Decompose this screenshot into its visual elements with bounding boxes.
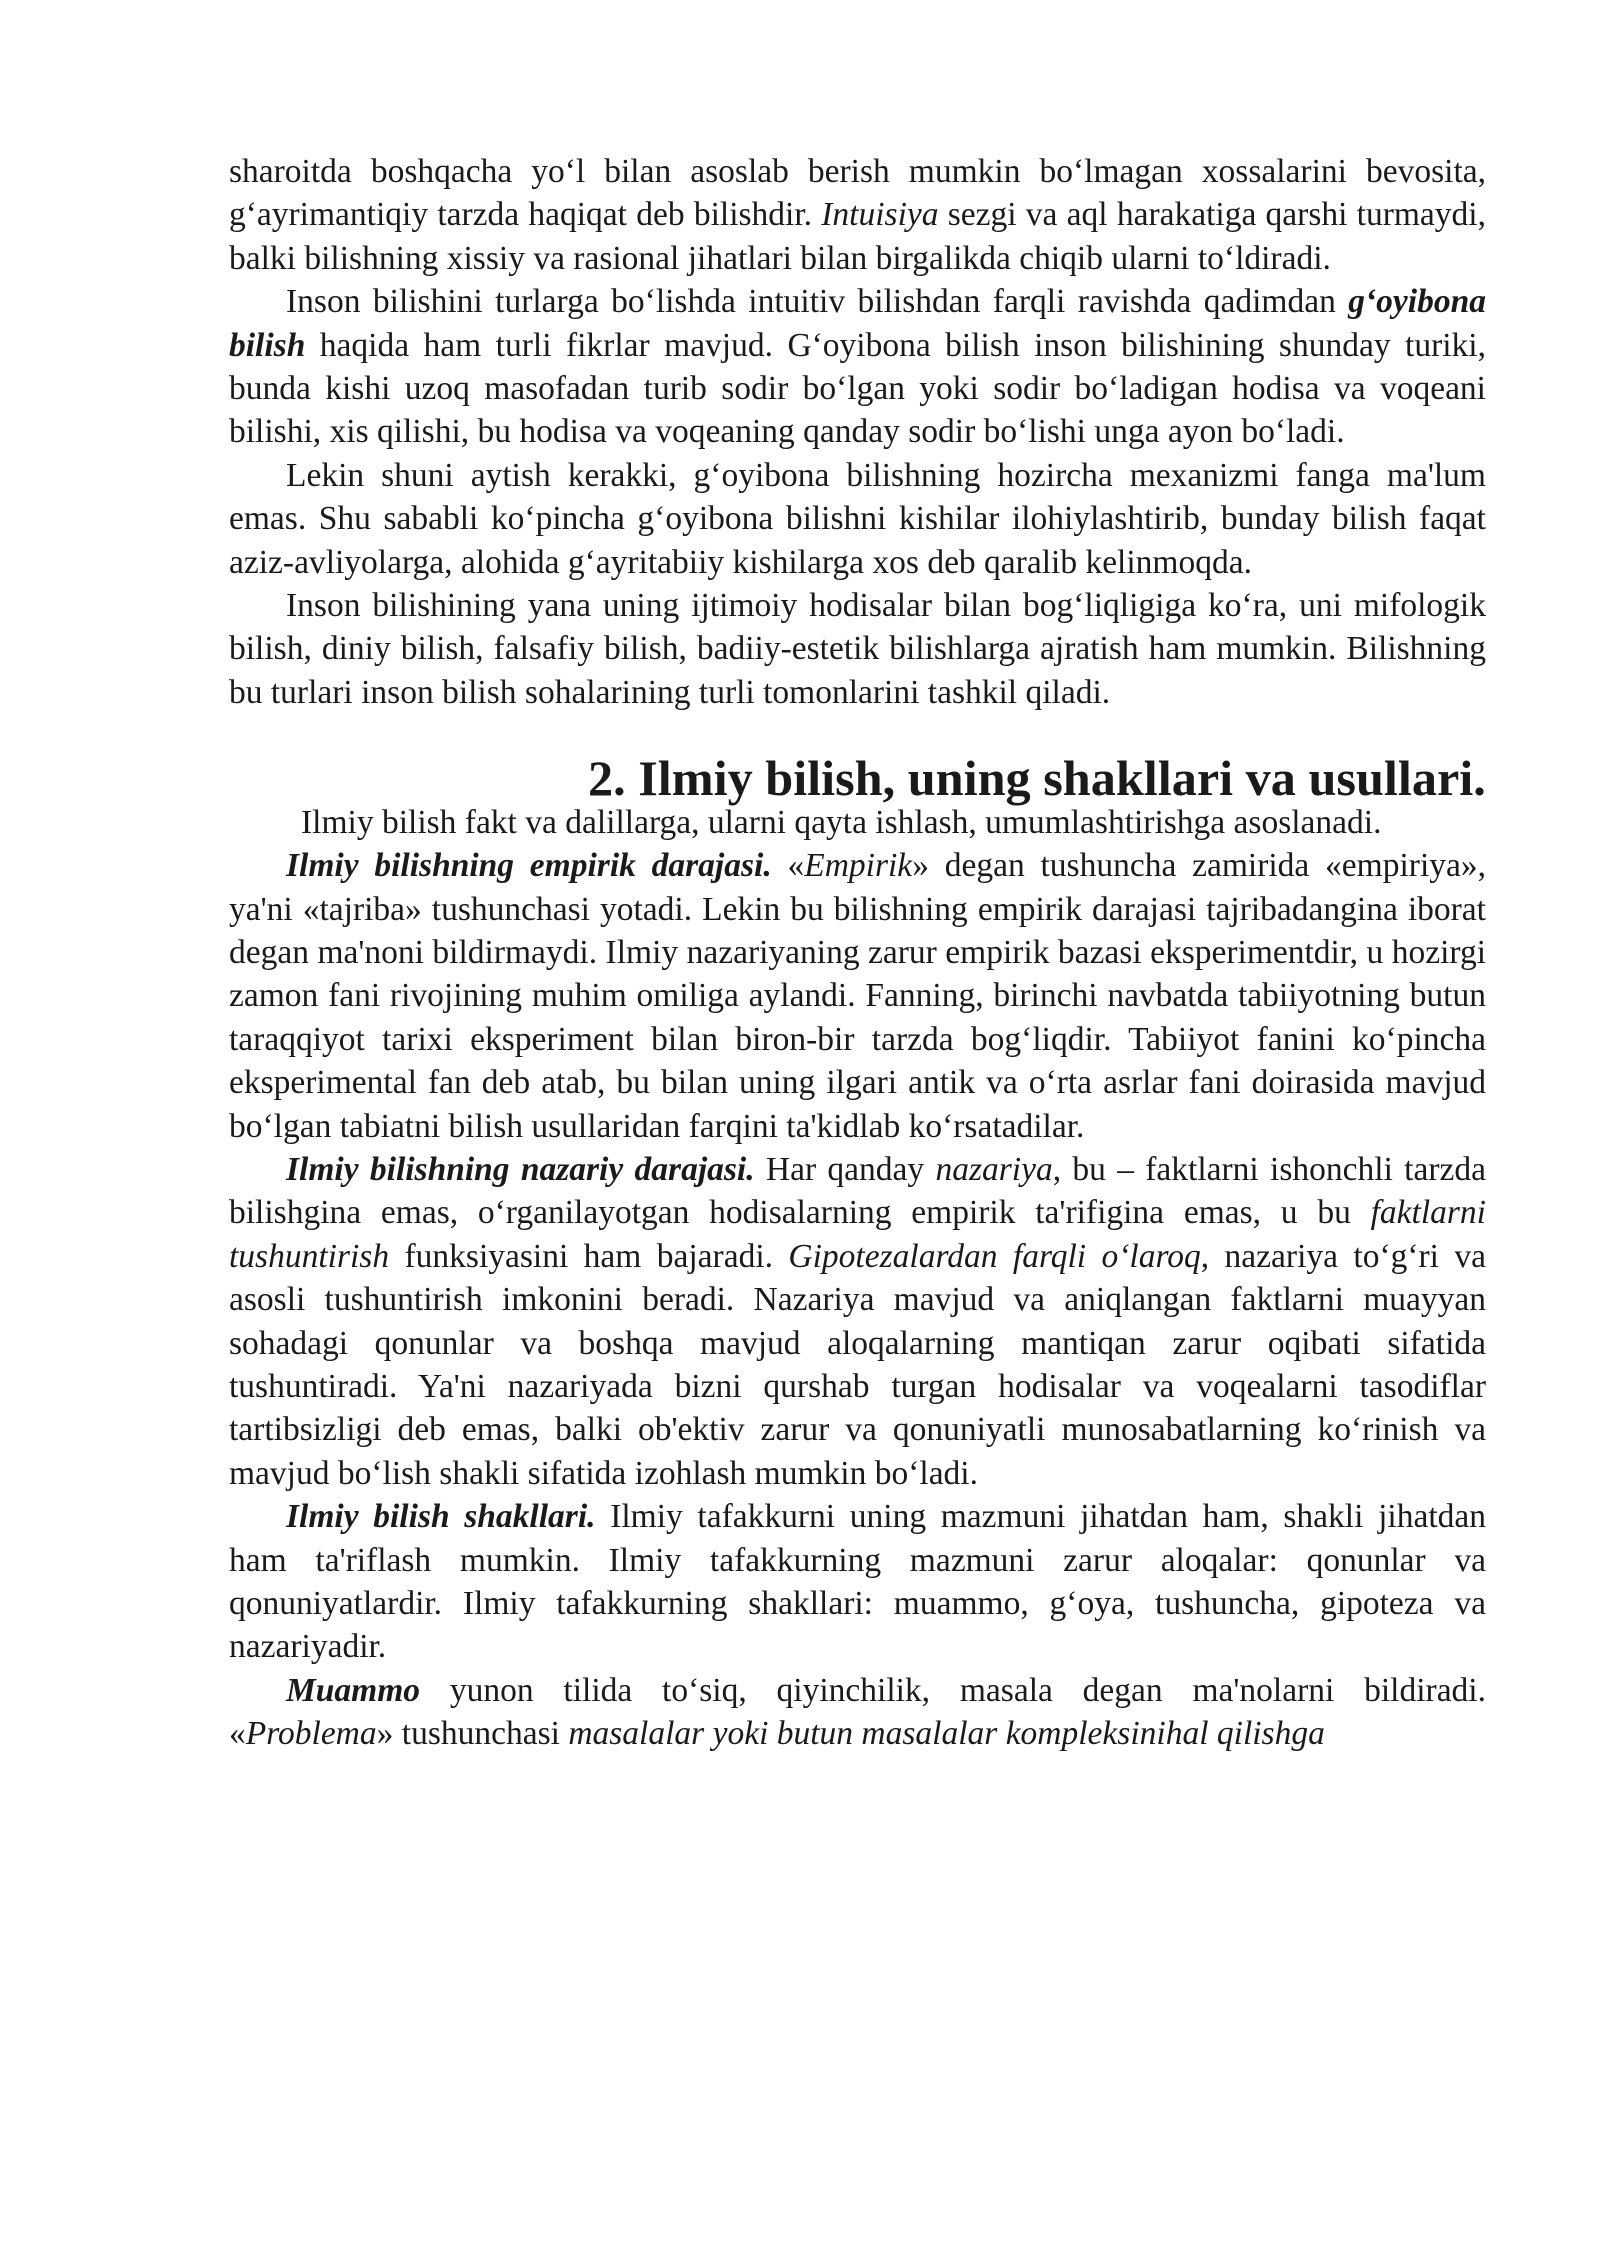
- text-run: «: [771, 847, 805, 885]
- section-heading: 2. Ilmiy bilish, uning shakllari va usullari.: [588, 750, 1486, 807]
- term-empirik: Empirik: [804, 847, 913, 885]
- text-run: Inson bilishini turlarga bo‘lishda intuitiv bilishdan farqli ravishda qadimdan: [286, 283, 1349, 321]
- term-problema: Problema: [245, 1715, 377, 1753]
- text-run: sharoitda boshqacha yo‘l bilan asoslab berish mumkin bo‘lmagan xossalarini bevosita, g‘ayrimantiqiy tarzda haqiqat deb bilishdir.: [229, 153, 1486, 234]
- text-run: » degan tushuncha zamirida «empiriya», ya'ni «tajriba» tushunchasi yotadi. Lekin bu bilishning empirik darajasi tajribadangina iborat degan ma'noni bildirmaydi. Ilmiy nazariyaning zarur empirik bazasi eksperimentdir, u hozirgi zamon fani rivojining muhim omiliga aylandi. Fanning, birinchi navbatda tabiiyotning butun taraqqiyot tarixi eksperiment bilan biron-bir tarzda bog‘liqdir. Tabiiyot fanini ko‘pincha eksperimental fan deb atab, bu bilan uning ilgari antik va o‘rta asrlar fani doirasida mavjud bo‘lgan tabiatni bilish usullaridan farqini ta'kidlab ko‘rsatadilar.: [229, 847, 1486, 1145]
- term-forms: Ilmiy bilish shakllari.: [286, 1498, 596, 1536]
- text-run: , nazariya to‘g‘ri va asosli tushuntirish imkonini beradi. Nazariya mavjud va aniqlangan faktlarni muayyan sohadagi qonunlar va boshqa mavjud aloqalarning mantiqan zarur oqibati sifatida tushuntiradi. Ya'ni nazariyada bizni qurshab turgan hodisalar va voqealarni tasodiflar tartibsizligi deb emas, balki ob'ektiv zarur va qonuniyatli munosabatlarning ko‘rinish va mavjud bo‘lish shakli sifatida izohlash mumkin bo‘ladi.: [229, 1237, 1487, 1492]
- text-run: , bu – faktlarni ishonchli tarzda bilishgina emas, o‘rganilayotgan hodisalarning empirik ta'rifigina emas, u bu: [229, 1150, 1486, 1232]
- term-theoretical-level: Ilmiy bilishning nazariy darajasi.: [286, 1150, 755, 1188]
- paragraph-scientific: Ilmiy bilish fakt va dalillarga, ularni qayta ishlash, umumlashtirishga asoslanadi.: [301, 803, 1382, 841]
- text-run: Har qanday: [754, 1150, 936, 1188]
- term-goyibona-bilish: g‘oyibona bilish: [229, 283, 1486, 364]
- term-muammo: Muammo: [286, 1671, 421, 1709]
- paragraph-empirical: [229, 844, 1486, 1148]
- text-run: Ilmiy tafakkurni uning mazmuni jihatdan ham, shakli jihatdan ham ta'riflash mumkin. Ilmiy tafakkurning mazmuni zarur aloqalar: qonunlar va qonuniyatlardir. Ilmiy tafakkurning shakllari: muammo, g‘oya, tushuncha, gipoteza va nazariyadir.: [229, 1498, 1486, 1666]
- paragraph-forms: [229, 1495, 1486, 1669]
- paragraph-intuition: [229, 150, 1486, 280]
- text-run: funksiyasini ham bajaradi.: [389, 1237, 789, 1275]
- term-intuisiya: Intuisiya: [821, 196, 939, 234]
- text-run: » tushunchasi: [376, 1715, 569, 1753]
- paragraph-goyibona: [229, 280, 1486, 454]
- paragraph-muammo: [229, 1669, 1486, 1756]
- text-run: haqida ham turli fikrlar mavjud. G‘oyibona bilish inson bilishining shunday turiki, bunda kishi uzoq masofadan turib sodir bo‘lgan yoki sodir bo‘ladigan hodisa va voqeani bilishi, xis qilishi, bu hodisa va voqeaning qanday sodir bo‘lishi unga ayon bo‘ladi.: [229, 326, 1486, 451]
- text-run: sezgi va aql harakatiga qarshi turmaydi, balki bilishning xissiy va rasional jihatlari bilan birgalikda chiqib ularni to‘ldiradi.: [229, 196, 1486, 277]
- term-empirical-level: Ilmiy bilishning empirik darajasi.: [286, 847, 772, 885]
- text-run: yunon tilida to‘siq, qiyinchilik, masala degan ma'nolarni bildiradi. «: [229, 1671, 1486, 1753]
- term-nazariya: nazariya: [935, 1150, 1053, 1188]
- paragraph-social: Inson bilishining yana uning ijtimoiy hodisalar bilan bog‘liqligiga ko‘ra, uni mifologik bilish, diniy bilish, falsafiy bilish, badiiy-estetik bilishlarga ajratish ham mumkin. Bilishning bu turlari inson bilish sohalarining turli tomonlarini tashkil qiladi.: [229, 587, 1486, 711]
- term-gipotezalardan: Gipotezalardan farqli o‘laroq: [788, 1237, 1201, 1275]
- term-faktlarni-tushuntirish: faktlarni tushuntirish: [229, 1194, 1486, 1275]
- term-masalalar: masalalar yoki butun masalalar kompleksinihal qilishga: [568, 1715, 1325, 1753]
- paragraph-theoretical: [229, 1148, 1486, 1495]
- paragraph-mechanism: Lekin shuni aytish kerakki, g‘oyibona bilishning hozircha mexanizmi fanga ma'lum emas. Shu sababli ko‘pincha g‘oyibona bilishni kishilar ilohiylashtirib, bunday bilish faqat aziz-avliyolarga, alohida g‘ayritabiiy kishilarga xos deb qaralib kelinmoqda.: [229, 456, 1486, 581]
